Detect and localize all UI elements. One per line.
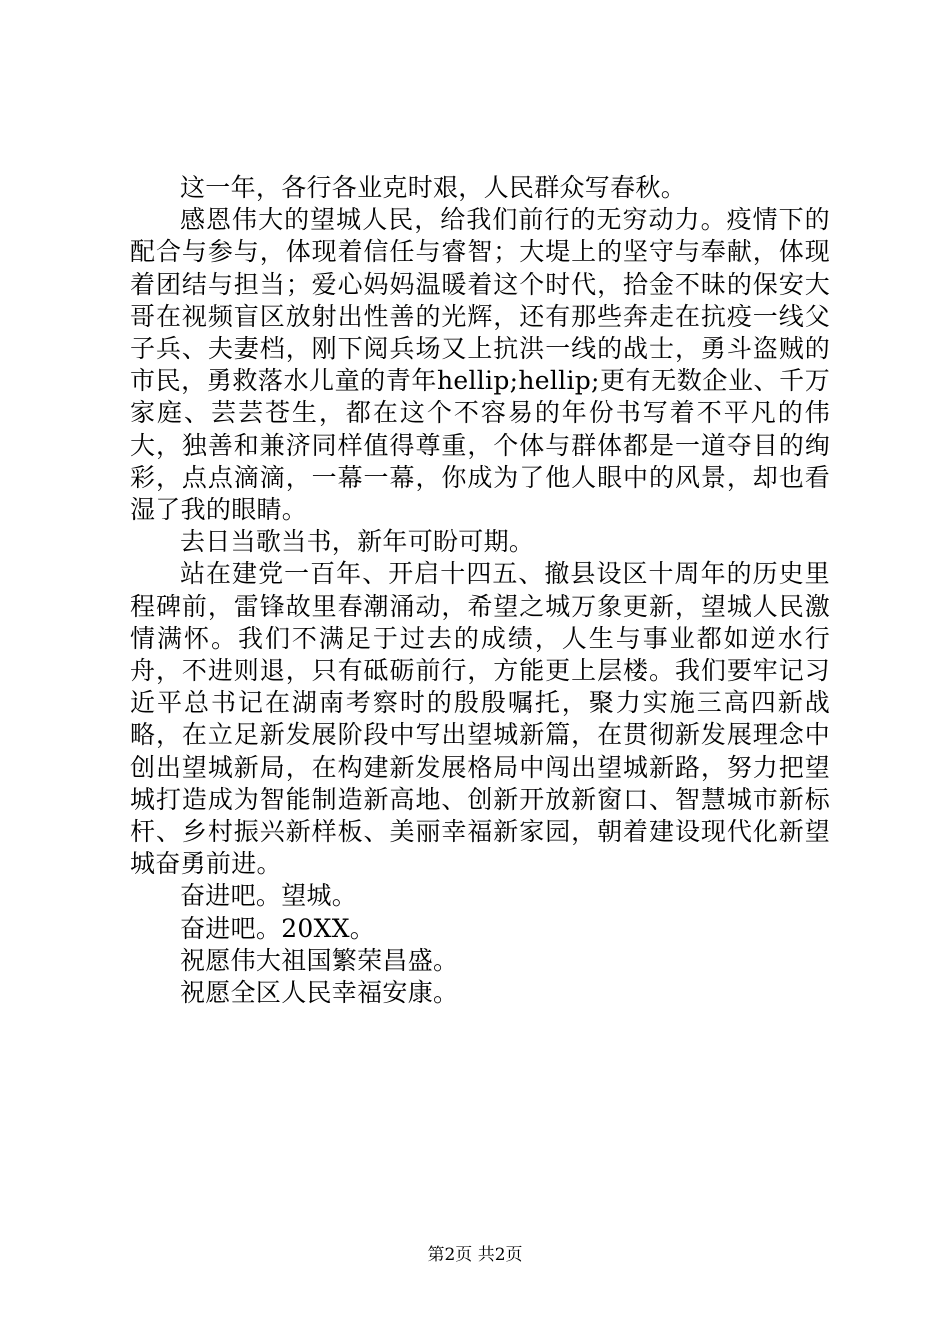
page-number-footer: 第2页 共2页: [427, 1245, 523, 1265]
paragraph-6: 奋进吧。20XX。: [180, 913, 376, 943]
paragraph-8: 祝愿全区人民幸福安康。: [180, 978, 459, 1008]
paragraph-4: 站在建党一百年、开启十四五、撤县设区十周年的历史里程碑前，雷锋故里春潮涌动，希望之城万象更新，望城人民激情满怀。我们不满足于过去的成绩，人生与事业都如逆水行舟，不进则退，只有砥砺前行，方能更上层楼。我们要牢记习近平总书记在湖南考察时的殷殷嘱托，聚力实施三高四新战略，在立足新发展阶段中写出望城新篇，在贯彻新发展理念中创出望城新局，在构建新发展格局中闯出望城新路，努力把望城打造成为智能制造新高地、创新开放新窗口、智慧城市新标杆、乡村振兴新样板、美丽幸福新家园，朝着建设现代化新望城奋勇前进。: [130, 559, 830, 879]
paragraph-3: 去日当歌当书，新年可盼可期。: [180, 527, 535, 557]
paragraph-2: 感恩伟大的望城人民，给我们前行的无穷动力。疫情下的配合与参与，体现着信任与睿智；大堤上的坚守与奉献，体现着团结与担当；爱心妈妈温暖着这个时代，拾金不昧的保安大哥在视频盲区放射出性善的光辉，还有那些奔走在抗疫一线父子兵、夫妻档，刚下阅兵场又上抗洪一线的战士，勇斗盗贼的市民，勇救落水儿童的青年hellip;hellip;更有无数企业、千万家庭、芸芸苍生，都在这个不容易的年份书写着不平凡的伟大，独善和兼济同样值得尊重，个体与群体都是一道夺目的绚彩，点点滴滴，一幕一幕，你成为了他人眼中的风景，却也看湿了我的眼睛。: [130, 205, 830, 525]
paragraph-1: 这一年，各行各业克时艰，人民群众写春秋。: [180, 173, 687, 202]
paragraph-5: 奋进吧。望城。: [180, 881, 358, 911]
paragraph-7: 祝愿伟大祖国繁荣昌盛。: [180, 945, 459, 975]
document-body: [130, 172, 830, 1009]
